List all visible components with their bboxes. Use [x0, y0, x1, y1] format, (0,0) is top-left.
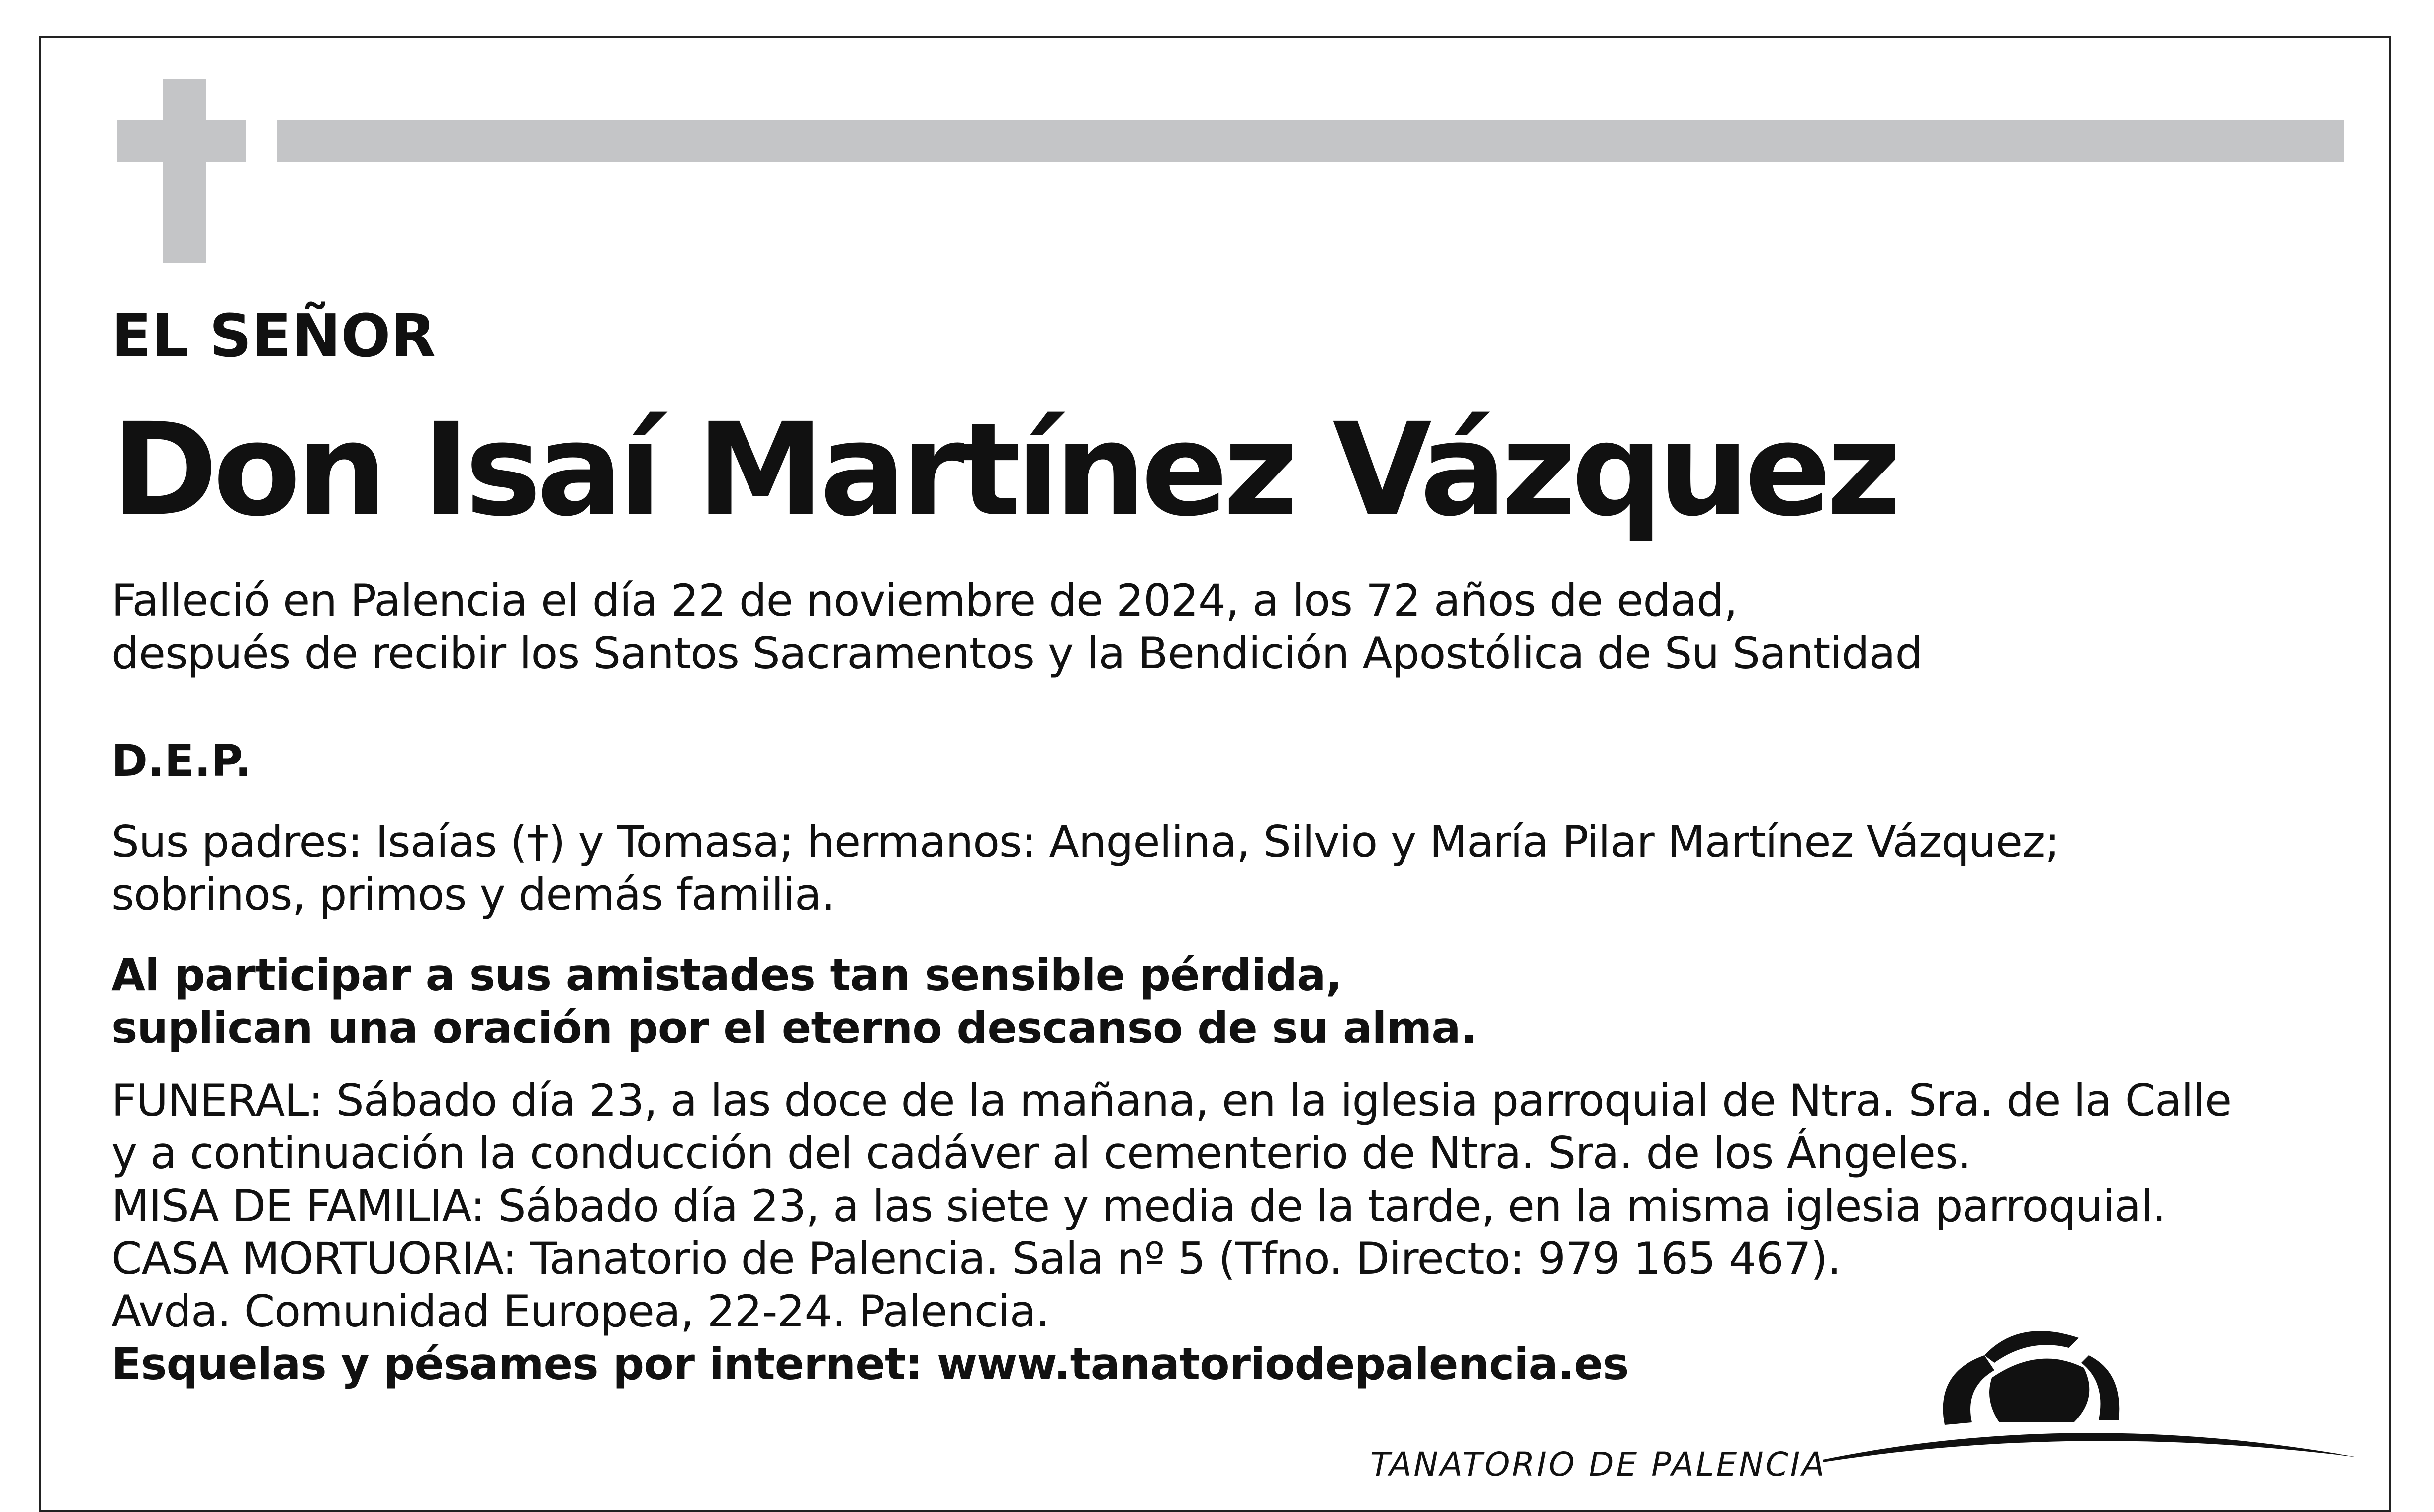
logo-dome-top: [1984, 1331, 2079, 1363]
logo-horizon: [1823, 1433, 2357, 1462]
death-announcement: [111, 574, 1922, 680]
funeral-line: FUNERAL: Sábado día 23, a las doce de la mañana, en la iglesia parroquial de Ntra. Sra. de la Calle: [111, 1075, 2232, 1126]
address-line: Avda. Comunidad Europea, 22-24. Palencia.: [111, 1286, 1049, 1337]
prayer-line: Al participar a sus amistades tan sensible pérdida,: [111, 949, 1342, 1001]
website-line: Esquelas y pésames por internet: www.tanatoriodepalencia.es: [111, 1338, 1629, 1390]
tanatorio-logo-icon: [1820, 1308, 2367, 1507]
announcement-line: después de recibir los Santos Sacramentos y la Bendición Apostólica de Su Santidad: [111, 628, 1923, 679]
prayer-line: suplican una oración por el eterno descanso de su alma.: [111, 1002, 1477, 1053]
logo-dome-center: [1989, 1359, 2089, 1422]
header-bar: [277, 120, 2344, 162]
family-mass-line: MISA DE FAMILIA: Sábado día 23, a las siete y media de la tarde, en la misma iglesia parroquial.: [111, 1180, 2166, 1231]
cross-vertical: [163, 79, 206, 263]
announcement-line: Falleció en Palencia el día 22 de noviembre de 2024, a los 72 años de edad,: [111, 575, 1737, 626]
cross-horizontal: [117, 120, 246, 162]
notice-heading: EL SEÑOR: [111, 301, 436, 370]
family-line: Sus padres: Isaías (†) y Tomasa; hermanos: Angelina, Silvio y María Pilar Martínez Vázquez;: [111, 816, 2059, 867]
prayer-request: [111, 949, 1477, 1054]
family-line: sobrinos, primos y demás familia.: [111, 869, 835, 920]
deceased-name: Don Isaí Martínez Vázquez: [111, 395, 1896, 545]
logo-dome-left: [1943, 1355, 1994, 1425]
mortuary-line: CASA MORTUORIA: Tanatorio de Palencia. Sala nº 5 (Tfno. Directo: 979 165 467).: [111, 1233, 1841, 1284]
dep-label: D.E.P.: [111, 735, 252, 786]
logo-wordmark: TANATORIO DE PALENCIA: [1370, 1445, 1827, 1484]
family-list: [111, 816, 2059, 921]
funeral-line-continued: y a continuación la conducción del cadáver al cementerio de Ntra. Sra. de los Ángeles.: [111, 1128, 1971, 1179]
